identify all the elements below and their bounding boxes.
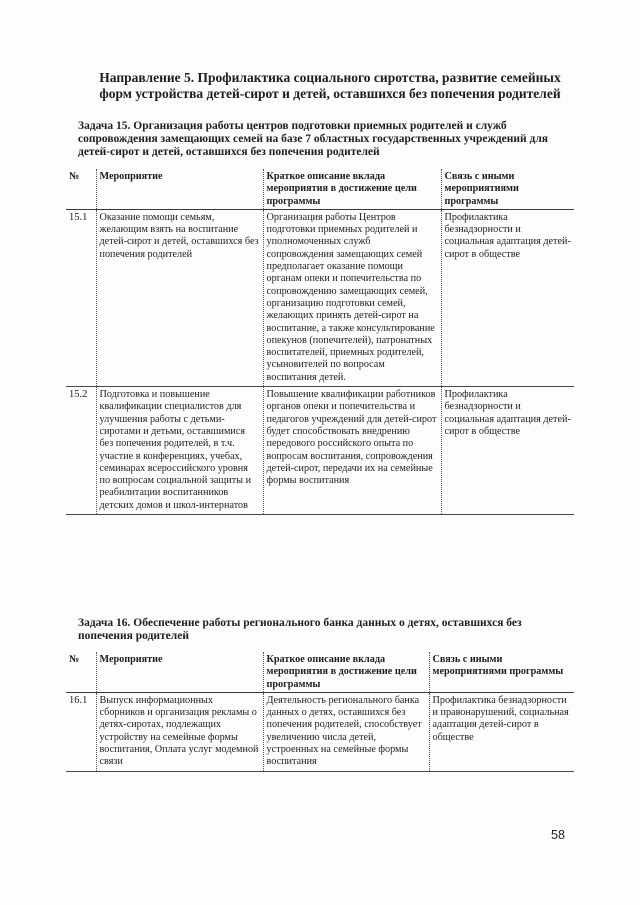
task-16-table [66,652,574,772]
row-measure: Подготовка и повышение квалификации специалистов для улучшения работы с детьми-сиротами и детьми, оставшимися без попечения родителей, в т.ч. участие в конференциях, учебах, семинарах всероссийского уровня по вопросам социальной защиты и реабилитации воспитанников детских домов и школ-интернатов [96,387,263,515]
row-link: Профилактика безнадзорности и социальная адаптация детей-сирот в обществе [441,387,574,515]
table-row [66,692,574,771]
table-header-row [66,169,574,209]
row-link: Профилактика безнадзорности и социальная адаптация детей-сирот в обществе [441,209,574,386]
section-heading-line-2: форм устройства детей-сирот и детей, оставшихся без попечения родителей [99,86,561,101]
header-link: Связь с иными мероприятиями программы [429,652,574,692]
row-num: 16.1 [66,692,96,771]
page-number: 58 [551,828,565,842]
header-description: Краткое описание вклада мероприятия в достижение цели программы [263,652,429,692]
table-row [66,209,574,386]
row-description: Повышение квалификации работников органов опеки и попечительства и педагогов учреждений для детей-сирот будет способствовать внедрению передового российского опыта по вопросам воспитания, сопровождения детей-сирот, передачи их на семейные формы воспитания [263,387,441,515]
header-description: Краткое описание вклада мероприятия в достижение цели программы [263,169,441,209]
header-num: № [66,652,96,692]
row-measure: Оказание помощи семьям, желающим взять на воспитание детей-сирот и детей, оставшихся без попечения родителей [96,209,263,386]
task-16-title: Задача 16. Обеспечение работы регионального банка данных о детях, оставшихся без попечения родителей [78,617,522,642]
table-header-row [66,652,574,692]
header-measure: Мероприятие [96,652,263,692]
row-description: Организация работы Центров подготовки приемных родителей и уполномоченных служб сопровождения замещающих семей предполагает оказание помощи органам опеки и попечительства по сопровождению замещающих семей, организацию подготовки семей, желающих принять детей-сирот на воспитание, а также консультирование опекунов (попечителей), патронатных воспитателей, приемных родителей, усыновителей по вопросам воспитания детей. [263,209,441,386]
row-description: Деятельность регионального банка данных о детях, оставшихся без попечения родителей, способствует увеличению числа детей, устроенных на семейные формы воспитания [263,692,429,771]
section-heading [70,70,590,102]
row-num: 15.1 [66,209,96,386]
task-15-table [66,169,574,515]
task-15-title: Задача 15. Организация работы центров подготовки приемных родителей и служб сопровождения замещающих семей на базе 7 областных государственных учреждений для детей-сирот и детей, оставшихся без попечения родителей [78,120,549,158]
table-row [66,387,574,515]
header-link: Связь с иными мероприятиями программы [441,169,574,209]
section-heading-line-1: Направление 5. Профилактика социального сиротства, развитие семейных [99,70,561,85]
row-measure: Выпуск информационных сборников и организация рекламы о детях-сиротах, подлежащих устройству на семейные формы воспитания, Оплата услуг модемной связи [96,692,263,771]
header-num: № [66,169,96,209]
row-num: 15.2 [66,387,96,515]
row-link: Профилактика безнадзорности и правонарушений, социальная адаптация детей-сирот в обществе [429,692,574,771]
header-measure: Мероприятие [96,169,263,209]
